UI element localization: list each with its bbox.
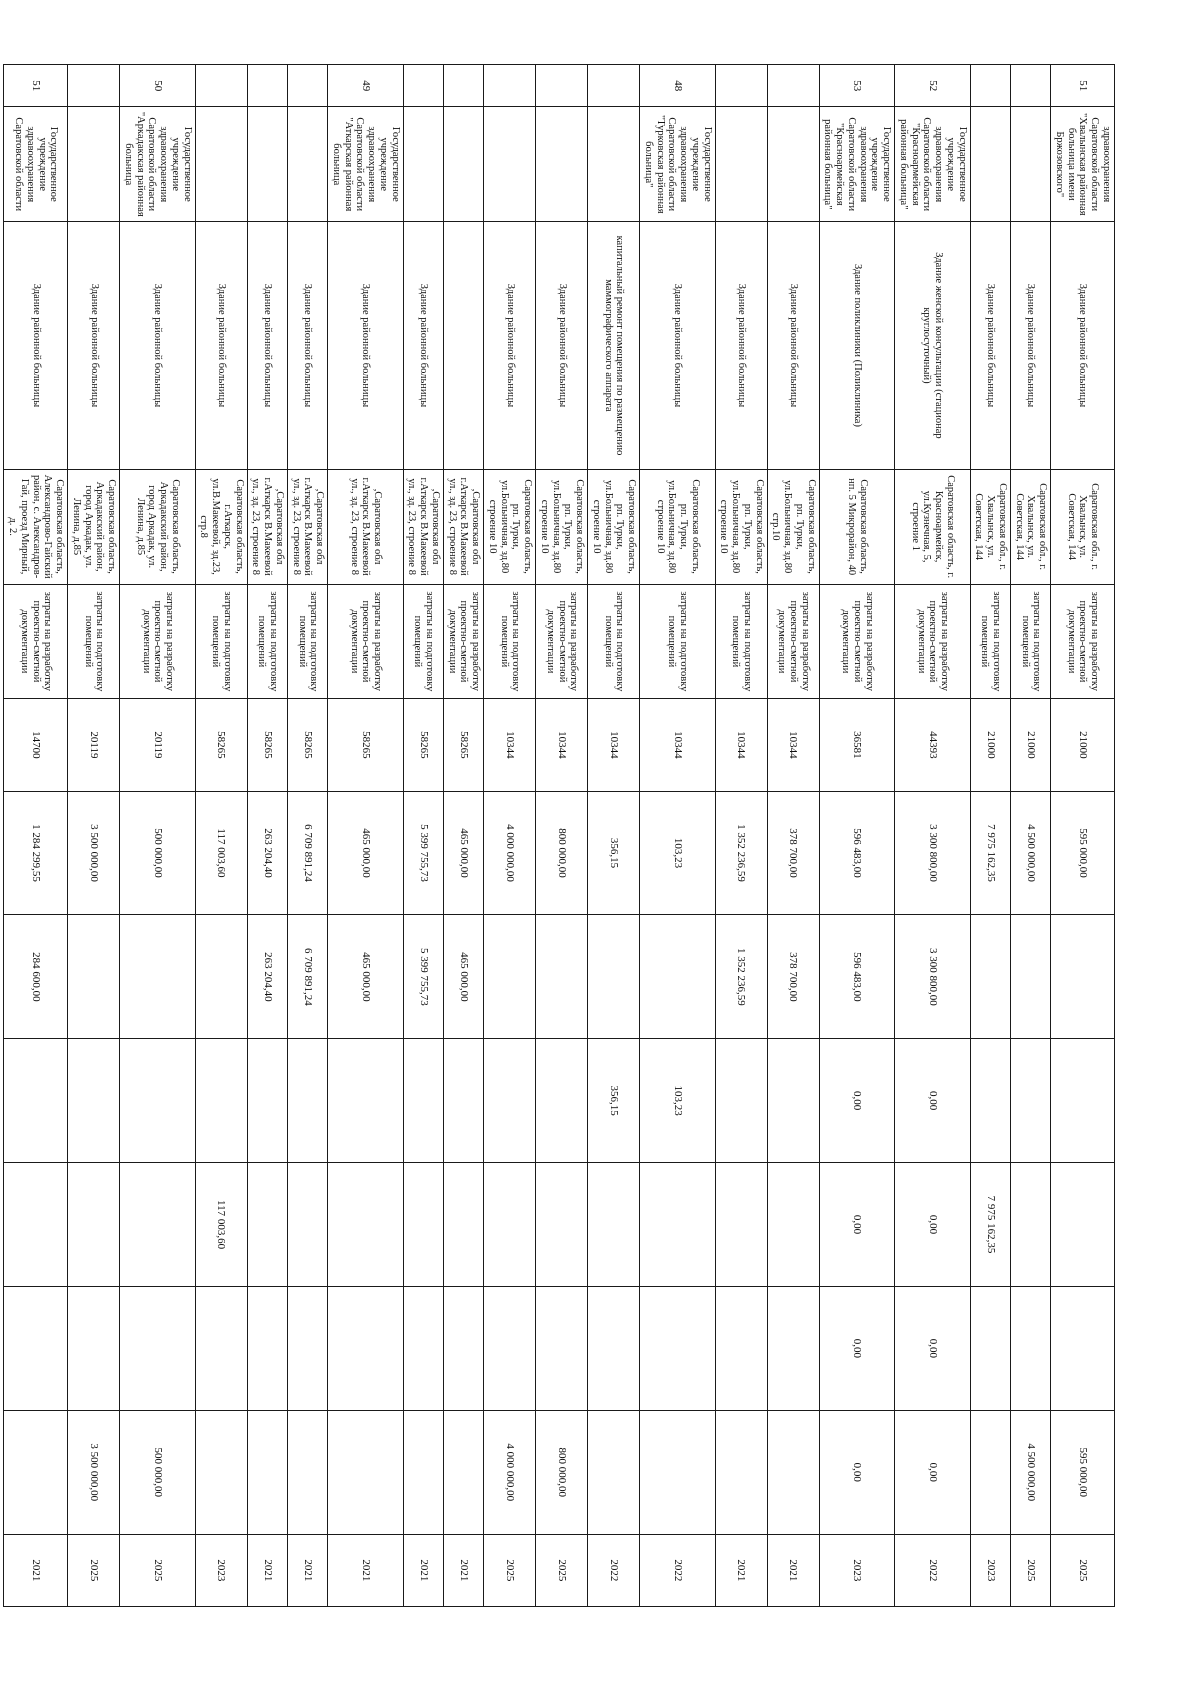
amount-cell: [444, 1286, 484, 1410]
address-cell: Саратовская область, рп. Турки, ул.Больничная, зд.80 строение 10: [536, 469, 588, 584]
object-cell: Здание районной больницы: [4, 222, 68, 470]
amount-cell: 465 000,00: [444, 915, 484, 1039]
institution-cell: [195, 107, 247, 222]
amount-cell: [4, 1410, 68, 1534]
amount-cell: [68, 915, 120, 1039]
address-cell: ,Саратовская обл г.Аткарск В.Макеевой ул., зд. 23, строение 8: [247, 469, 287, 584]
table-row: [288, 65, 328, 1607]
table-row: [1011, 65, 1051, 1607]
row-number: [68, 65, 120, 107]
area-cell: 58265: [403, 699, 443, 791]
total-cell: 1 284 299,55: [4, 791, 68, 915]
amount-cell: [767, 1286, 819, 1410]
amount-cell: [288, 1410, 328, 1534]
amount-cell: [4, 1163, 68, 1287]
institution-cell: [444, 107, 484, 222]
address-cell: Саратовская обл., г. Хвалынск, ул. Советская, 144: [1011, 469, 1051, 584]
institution-cell: [484, 107, 536, 222]
amount-cell: [640, 1410, 716, 1534]
amount-cell: 356,15: [588, 1039, 640, 1163]
amount-cell: 7 975 162,35: [970, 1163, 1010, 1287]
address-cell: ,Саратовская обл г.Аткарск В.Макеевой ул., зд. 23, строение 8: [328, 469, 404, 584]
amount-cell: [328, 1163, 404, 1287]
amount-cell: 465 000,00: [328, 915, 404, 1039]
address-cell: Саратовская обл., г. Хвалынск, ул. Советская, 144: [1051, 469, 1115, 584]
year-cell: 2023: [819, 1534, 895, 1606]
row-number: [767, 65, 819, 107]
total-cell: 356,15: [588, 791, 640, 915]
amount-cell: [715, 1163, 767, 1287]
address-cell: Саратовская область, Аркадакский район, город Аркадак, ул. Ленина, д.85: [120, 469, 196, 584]
year-cell: 2021: [715, 1534, 767, 1606]
object-cell: Здание районной больницы: [1011, 222, 1051, 470]
row-number: [484, 65, 536, 107]
address-cell: Саратовская область, Аркадакский район, город Аркадак, ул. Ленина, д.85: [68, 469, 120, 584]
amount-cell: [444, 1163, 484, 1287]
row-number: [403, 65, 443, 107]
amount-cell: 0,00: [895, 1410, 971, 1534]
work-type-cell: затраты на разработку проектно-сметной документации: [1051, 584, 1115, 699]
table-row: [444, 65, 484, 1607]
year-cell: 2021: [403, 1534, 443, 1606]
row-number: [536, 65, 588, 107]
address-cell: Саратовская обл., г. Хвалынск, ул. Советская, 144: [970, 469, 1010, 584]
total-cell: 595 000,00: [1051, 791, 1115, 915]
area-cell: 58265: [288, 699, 328, 791]
amount-cell: 0,00: [819, 1163, 895, 1287]
institution-cell: Государственное учреждение здравоохранения Саратовской области "Красноармейская районная больница": [895, 107, 971, 222]
total-cell: 1 352 236,59: [715, 791, 767, 915]
object-cell: Здание районной больницы: [195, 222, 247, 470]
amount-cell: [288, 1039, 328, 1163]
area-cell: 58265: [444, 699, 484, 791]
amount-cell: [484, 1163, 536, 1287]
amount-cell: [195, 1286, 247, 1410]
amount-cell: [588, 1163, 640, 1287]
amount-cell: [767, 1410, 819, 1534]
year-cell: 2022: [588, 1534, 640, 1606]
total-cell: 6 709 891,24: [288, 791, 328, 915]
area-cell: 20119: [120, 699, 196, 791]
amount-cell: [715, 1039, 767, 1163]
amount-cell: [68, 1163, 120, 1287]
row-number: 51: [4, 65, 68, 107]
amount-cell: [1011, 915, 1051, 1039]
amount-cell: [715, 1410, 767, 1534]
table-row: [536, 65, 588, 1607]
amount-cell: 284 600,00: [4, 915, 68, 1039]
amount-cell: [120, 1163, 196, 1287]
table-row: [328, 65, 404, 1607]
amount-cell: 3 500 000,00: [68, 1410, 120, 1534]
row-number: 48: [640, 65, 716, 107]
amount-cell: [484, 1039, 536, 1163]
row-number: 50: [120, 65, 196, 107]
year-cell: 2025: [68, 1534, 120, 1606]
object-cell: Здание поликлиники (Поликлиника): [819, 222, 895, 470]
institution-cell: [1011, 107, 1051, 222]
object-cell: Здание районной больницы: [120, 222, 196, 470]
year-cell: 2021: [4, 1534, 68, 1606]
total-cell: 465 000,00: [444, 791, 484, 915]
area-cell: 58265: [247, 699, 287, 791]
table-row: [767, 65, 819, 1607]
object-cell: Здание районной больницы: [68, 222, 120, 470]
amount-cell: [4, 1286, 68, 1410]
total-cell: 4 000 000,00: [484, 791, 536, 915]
work-type-cell: затраты на подготовку помещений: [68, 584, 120, 699]
amount-cell: 5 399 755,73: [403, 915, 443, 1039]
table-row: [588, 65, 640, 1607]
row-number: [715, 65, 767, 107]
amount-cell: [970, 1286, 1010, 1410]
address-cell: Саратовская область, рп. Турки, ул.Больничная, зд.80 строение 10: [715, 469, 767, 584]
area-cell: 10344: [767, 699, 819, 791]
table-row: [970, 65, 1010, 1607]
amount-cell: [328, 1039, 404, 1163]
address-cell: Саратовская область, нп. 5 Микрорайон, 40: [819, 469, 895, 584]
work-type-cell: затраты на подготовку помещений: [640, 584, 716, 699]
area-cell: 10344: [484, 699, 536, 791]
amount-cell: [970, 1039, 1010, 1163]
amount-cell: [68, 1039, 120, 1163]
row-number: 52: [895, 65, 971, 107]
object-cell: [444, 222, 484, 470]
amount-cell: [247, 1163, 287, 1287]
year-cell: 2022: [640, 1534, 716, 1606]
amount-cell: [403, 1163, 443, 1287]
address-cell: ,Саратовская обл г.Аткарск В.Макеевой ул., зд. 23, строение 8: [444, 469, 484, 584]
amount-cell: [640, 1286, 716, 1410]
amount-cell: [970, 1410, 1010, 1534]
amount-cell: [484, 915, 536, 1039]
amount-cell: [120, 1286, 196, 1410]
institution-cell: [403, 107, 443, 222]
address-cell: Саратовская область, Александрово-Гайский район, с. Александров-Гай, проезд Мирный, д. 2.: [4, 469, 68, 584]
row-number: 53: [819, 65, 895, 107]
work-type-cell: затраты на подготовку помещений: [1011, 584, 1051, 699]
amount-cell: [715, 1286, 767, 1410]
amount-cell: [328, 1286, 404, 1410]
work-type-cell: затраты на подготовку помещений: [247, 584, 287, 699]
table-row: [68, 65, 120, 1607]
amount-cell: 0,00: [819, 1410, 895, 1534]
area-cell: 21000: [970, 699, 1010, 791]
amount-cell: [403, 1410, 443, 1534]
amount-cell: [536, 1286, 588, 1410]
area-cell: 36581: [819, 699, 895, 791]
work-type-cell: затраты на подготовку помещений: [970, 584, 1010, 699]
year-cell: 2025: [536, 1534, 588, 1606]
amount-cell: 117 003,60: [195, 1163, 247, 1287]
amount-cell: 3 300 800,00: [895, 915, 971, 1039]
year-cell: 2023: [970, 1534, 1010, 1606]
year-cell: 2025: [484, 1534, 536, 1606]
amount-cell: 0,00: [895, 1286, 971, 1410]
work-type-cell: затраты на подготовку помещений: [288, 584, 328, 699]
amount-cell: [640, 1163, 716, 1287]
address-cell: Саратовская область, рп. Турки, ул.Больничная, зд.80 строение 10: [484, 469, 536, 584]
amount-cell: [403, 1286, 443, 1410]
row-number: 51: [1051, 65, 1115, 107]
amount-cell: [970, 915, 1010, 1039]
work-type-cell: затраты на разработку проектно-сметной документации: [444, 584, 484, 699]
amount-cell: [536, 1039, 588, 1163]
row-number: [1011, 65, 1051, 107]
table-row: [895, 65, 971, 1607]
area-cell: 10344: [640, 699, 716, 791]
row-number: [247, 65, 287, 107]
work-type-cell: затраты на подготовку помещений: [403, 584, 443, 699]
amount-cell: [1011, 1163, 1051, 1287]
amount-cell: [767, 1039, 819, 1163]
work-type-cell: затраты на разработку проектно-сметной документации: [120, 584, 196, 699]
institution-cell: [288, 107, 328, 222]
amount-cell: [4, 1039, 68, 1163]
amount-cell: [1051, 1039, 1115, 1163]
object-cell: капитальный ремонт помещения по размещению маммографического аппарата: [588, 222, 640, 470]
work-type-cell: затраты на разработку проектно-сметной документации: [4, 584, 68, 699]
work-type-cell: затраты на подготовку помещений: [195, 584, 247, 699]
total-cell: 4 500 000,00: [1011, 791, 1051, 915]
amount-cell: [640, 915, 716, 1039]
object-cell: Здание женской консультации (стационар круглосуточный): [895, 222, 971, 470]
amount-cell: 595 000,00: [1051, 1410, 1115, 1534]
institution-cell: Государственное учреждение здравоохранения Саратовской области "Аркадакская районная больница: [120, 107, 196, 222]
table-row: [4, 65, 68, 1607]
table-row: [247, 65, 287, 1607]
rotated-table-page: [7, 64, 1115, 1607]
work-type-cell: затраты на подготовку помещений: [588, 584, 640, 699]
area-cell: 10344: [536, 699, 588, 791]
work-type-cell: затраты на разработку проектно-сметной документации: [328, 584, 404, 699]
institution-cell: [536, 107, 588, 222]
amount-cell: [1051, 1286, 1115, 1410]
year-cell: 2025: [120, 1534, 196, 1606]
object-cell: Здание районной больницы: [247, 222, 287, 470]
area-cell: 21000: [1051, 699, 1115, 791]
amount-cell: [120, 1039, 196, 1163]
institution-cell: Государственное учреждение здравоохранения Саратовской области "Аткарская районная больница: [328, 107, 404, 222]
institution-cell: Государственное учреждение здравоохранения Саратовской области "Турковская районная больница": [640, 107, 716, 222]
row-number: 49: [328, 65, 404, 107]
table-row: [403, 65, 443, 1607]
total-cell: 117 003,60: [195, 791, 247, 915]
address-cell: Саратовская область, рп. Турки, ул.Больничная, зд.80 строение 10: [588, 469, 640, 584]
institution-cell: [68, 107, 120, 222]
amount-cell: 378 700,00: [767, 915, 819, 1039]
area-cell: 21000: [1011, 699, 1051, 791]
work-type-cell: затраты на разработку проектно-сметной документации: [895, 584, 971, 699]
year-cell: 2022: [895, 1534, 971, 1606]
total-cell: 596 483,00: [819, 791, 895, 915]
institution-cell: Государственное учреждение здравоохранения Саратовской области: [4, 107, 68, 222]
institution-cell: здравоохранения Саратовской области "Хвалынская районная больница имени Бржозовского": [1051, 107, 1115, 222]
amount-cell: 500 000,00: [120, 1410, 196, 1534]
total-cell: 5 399 755,73: [403, 791, 443, 915]
amount-cell: [767, 1163, 819, 1287]
institution-cell: [247, 107, 287, 222]
budget-table: [4, 64, 1116, 1607]
institution-cell: [970, 107, 1010, 222]
row-number: [588, 65, 640, 107]
amount-cell: [536, 1163, 588, 1287]
amount-cell: [247, 1039, 287, 1163]
amount-cell: 4 000 000,00: [484, 1410, 536, 1534]
object-cell: Здание районной больницы: [536, 222, 588, 470]
year-cell: 2021: [328, 1534, 404, 1606]
amount-cell: 1 352 236,59: [715, 915, 767, 1039]
amount-cell: 0,00: [895, 1039, 971, 1163]
amount-cell: 6 709 891,24: [288, 915, 328, 1039]
address-cell: Саратовская область, рп. Турки, ул.Больничная, зд.80 стр.10: [767, 469, 819, 584]
object-cell: Здание районной больницы: [640, 222, 716, 470]
table-row: [484, 65, 536, 1607]
amount-cell: 0,00: [895, 1163, 971, 1287]
amount-cell: [120, 915, 196, 1039]
amount-cell: 103,23: [640, 1039, 716, 1163]
amount-cell: 0,00: [819, 1286, 895, 1410]
amount-cell: [536, 915, 588, 1039]
row-number: [288, 65, 328, 107]
amount-cell: [403, 1039, 443, 1163]
row-number: [444, 65, 484, 107]
amount-cell: [1011, 1286, 1051, 1410]
total-cell: 7 975 162,35: [970, 791, 1010, 915]
table-row: [640, 65, 716, 1607]
year-cell: 2025: [1051, 1534, 1115, 1606]
amount-cell: [288, 1163, 328, 1287]
area-cell: 20119: [68, 699, 120, 791]
amount-cell: [444, 1039, 484, 1163]
area-cell: 14700: [4, 699, 68, 791]
table-row: [1051, 65, 1115, 1607]
address-cell: Саратовская область, рп. Турки, ул.Больничная, зд.80 строение 10: [640, 469, 716, 584]
area-cell: 10344: [715, 699, 767, 791]
year-cell: 2023: [195, 1534, 247, 1606]
amount-cell: 0,00: [819, 1039, 895, 1163]
year-cell: 2025: [1011, 1534, 1051, 1606]
address-cell: Саратовская область, г. Красноармейск, ул.Кузнечная, 5, строение 1: [895, 469, 971, 584]
total-cell: 263 204,40: [247, 791, 287, 915]
amount-cell: [1051, 915, 1115, 1039]
total-cell: 3 500 000,00: [68, 791, 120, 915]
institution-cell: [767, 107, 819, 222]
amount-cell: [247, 1286, 287, 1410]
work-type-cell: затраты на разработку проектно-сметной документации: [767, 584, 819, 699]
row-number: [195, 65, 247, 107]
institution-cell: Государственное учреждение здравоохранения Саратовской области "Красноармейская районная больница": [819, 107, 895, 222]
year-cell: 2021: [767, 1534, 819, 1606]
amount-cell: [1011, 1039, 1051, 1163]
amount-cell: [484, 1286, 536, 1410]
work-type-cell: затраты на подготовку помещений: [484, 584, 536, 699]
total-cell: 800 000,00: [536, 791, 588, 915]
amount-cell: [1051, 1163, 1115, 1287]
work-type-cell: затраты на подготовку помещений: [715, 584, 767, 699]
object-cell: Здание районной больницы: [484, 222, 536, 470]
work-type-cell: затраты на разработку проектно-сметной документации: [536, 584, 588, 699]
object-cell: Здание районной больницы: [403, 222, 443, 470]
year-cell: 2021: [247, 1534, 287, 1606]
object-cell: Здание районной больницы: [970, 222, 1010, 470]
area-cell: 44393: [895, 699, 971, 791]
total-cell: 378 700,00: [767, 791, 819, 915]
amount-cell: [195, 1039, 247, 1163]
amount-cell: [588, 1410, 640, 1534]
year-cell: 2021: [444, 1534, 484, 1606]
year-cell: 2021: [288, 1534, 328, 1606]
amount-cell: [444, 1410, 484, 1534]
amount-cell: [328, 1410, 404, 1534]
address-cell: Саратовская область, г.Аткарск, ул.В.Макеевой, зд.23, стр.8: [195, 469, 247, 584]
amount-cell: 263 204,40: [247, 915, 287, 1039]
area-cell: 58265: [195, 699, 247, 791]
work-type-cell: затраты на разработку проектно-сметной документации: [819, 584, 895, 699]
area-cell: 10344: [588, 699, 640, 791]
amount-cell: 4 500 000,00: [1011, 1410, 1051, 1534]
total-cell: 465 000,00: [328, 791, 404, 915]
area-cell: 58265: [328, 699, 404, 791]
object-cell: Здание районной больницы: [328, 222, 404, 470]
amount-cell: [588, 1286, 640, 1410]
object-cell: Здание районной больницы: [288, 222, 328, 470]
total-cell: 103,23: [640, 791, 716, 915]
object-cell: Здание районной больницы: [715, 222, 767, 470]
address-cell: ,Саратовская обл г.Аткарск В.Макеевой ул., зд. 23, строение 8: [288, 469, 328, 584]
amount-cell: [588, 915, 640, 1039]
amount-cell: [68, 1286, 120, 1410]
object-cell: Здание районной больницы: [767, 222, 819, 470]
amount-cell: [288, 1286, 328, 1410]
amount-cell: [195, 1410, 247, 1534]
address-cell: ,Саратовская обл г.Аткарск В.Макеевой ул., зд. 23, строение 8: [403, 469, 443, 584]
table-row: [195, 65, 247, 1607]
row-number: [970, 65, 1010, 107]
total-cell: 3 300 800,00: [895, 791, 971, 915]
total-cell: 500 000,00: [120, 791, 196, 915]
institution-cell: [588, 107, 640, 222]
amount-cell: 800 000,00: [536, 1410, 588, 1534]
table-row: [819, 65, 895, 1607]
amount-cell: [247, 1410, 287, 1534]
table-row: [120, 65, 196, 1607]
object-cell: Здание районной больницы: [1051, 222, 1115, 470]
amount-cell: [195, 915, 247, 1039]
table-row: [715, 65, 767, 1607]
amount-cell: 596 483,00: [819, 915, 895, 1039]
institution-cell: [715, 107, 767, 222]
